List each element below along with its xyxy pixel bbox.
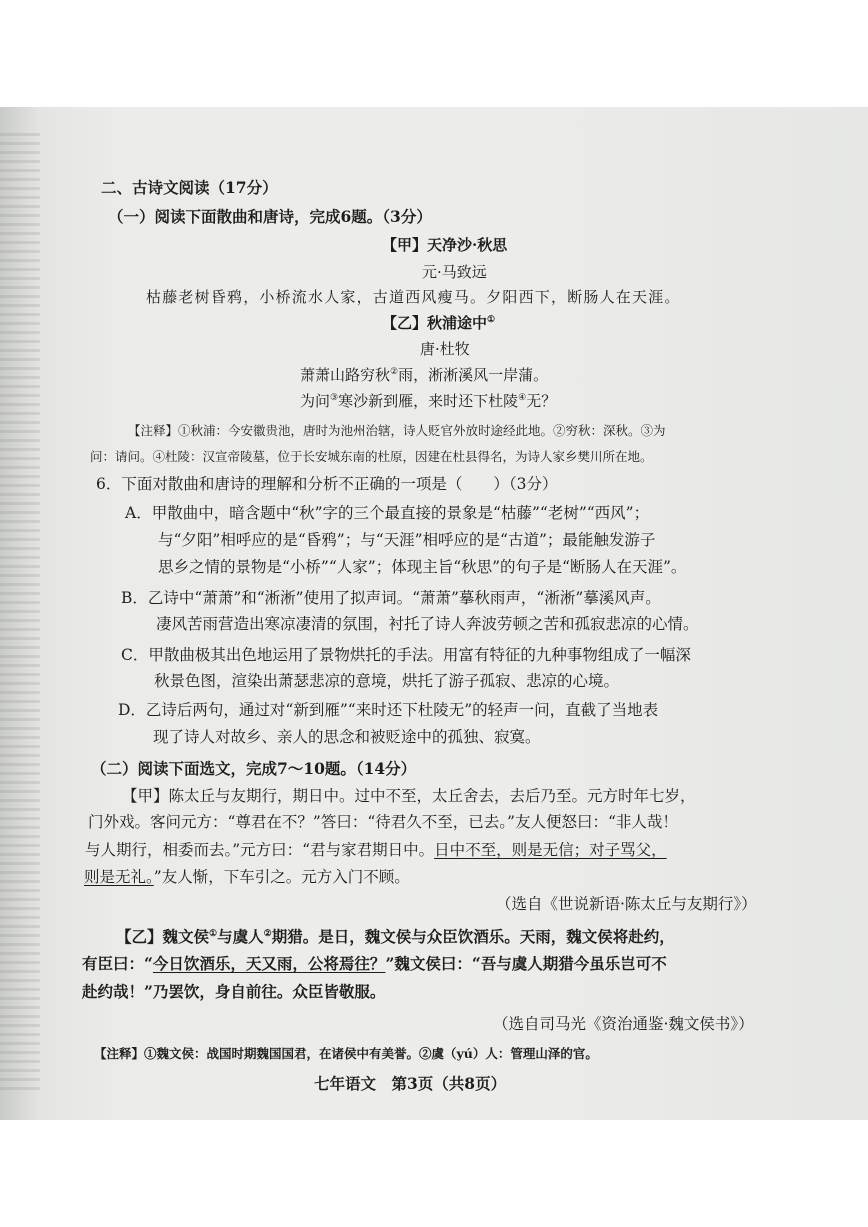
poem-b-line1-part: 雨，淅淅溪风一岸蒲。 xyxy=(398,366,549,384)
text-a-source: （选自《世说新语·陈太丘与友期行》） xyxy=(496,895,757,913)
poem-a-author: 元·马致远 xyxy=(422,263,487,281)
section-heading: 二、古诗文阅读（17分） xyxy=(101,178,278,197)
text-b-line3: 赴约哉！”乃罢饮，身自前往。众臣皆敬服。 xyxy=(82,982,386,1001)
text-a-line3-plain: 与人期行，相委而去。”元方曰：“君与家君期日中。 xyxy=(85,841,435,859)
underlined-sentence: 则是无礼。 xyxy=(84,868,154,886)
underlined-sentence: 日中不至，则是无信；对子骂父， xyxy=(434,841,667,859)
footnote-mark: ① xyxy=(209,928,218,939)
footnote-mark: ② xyxy=(263,928,272,939)
text-b-line1-part: 【乙】魏文侯 xyxy=(116,927,210,946)
footnote-mark: ② xyxy=(390,367,399,377)
poem-b-line2-part: 寒沙新到雁，来时还下杜陵 xyxy=(338,392,519,410)
text-a-line1: 【甲】陈太丘与友期行，期日中。过中不至，太丘舍去，去后乃至。元方时年七岁， xyxy=(122,787,696,805)
poem-b-line2-part: 为问 xyxy=(300,392,331,410)
text-notes: 【注释】①魏文侯：战国时期魏国国君，在诸侯中有美誉。②虞（yú）人：管理山泽的官。 xyxy=(94,1046,598,1061)
option-c-line1: C．甲散曲极其出色地运用了景物烘托的手法。用富有特征的九种事物组成了一幅深 xyxy=(121,646,691,664)
underlined-sentence: 今日饮酒乐，天又雨，公将焉往？ xyxy=(152,954,386,973)
option-a-line2: 与“夕阳”相呼应的是“昏鸦”；与“天涯”相呼应的是“古道”；最能触发游子 xyxy=(158,531,656,549)
text-a-line3 xyxy=(85,838,667,860)
poem-b-title-text: 【乙】秋浦途中 xyxy=(382,314,488,332)
text-a-line4-plain: ”友人惭，下车引之。元方入门不顾。 xyxy=(153,868,410,886)
option-c-line2: 秋景色图，渲染出萧瑟悲凉的意境，烘托了游子孤寂、悲凉的心境。 xyxy=(154,672,620,690)
text-b-line2-part: 有臣曰：“ xyxy=(82,954,153,973)
text-b-line1 xyxy=(116,925,675,947)
text-b-line2 xyxy=(82,952,667,974)
poem-a-text: 枯藤老树昏鸦，小桥流水人家，古道西风瘦马。夕阳西下，断肠人在天涯。 xyxy=(146,288,681,306)
footnote-mark: ① xyxy=(487,315,496,325)
text-b-source: （选自司马光《资治通鉴·魏文侯书》） xyxy=(493,1015,754,1033)
option-d-line2: 现了诗人对故乡、亲人的思念和被贬途中的孤独、寂寞。 xyxy=(153,728,541,746)
question-6-stem: 6．下面对散曲和唐诗的理解和分析不正确的一项是（ ）（3分） xyxy=(96,475,558,493)
poem-b-line2 xyxy=(300,390,556,411)
poem-b-title xyxy=(382,312,495,333)
option-a-line1: A．甲散曲中，暗含题中“秋”字的三个最直接的景象是“枯藤”“老树”“西风”； xyxy=(125,504,650,522)
text-a-line4 xyxy=(84,865,410,887)
footnote-mark: ④ xyxy=(518,393,527,403)
text-a-line2: 门外戏。客问元方：“尊君在不？”答曰：“待君久不至，已去。”友人便怒曰：“非人哉！ xyxy=(88,813,678,831)
option-b-line1: B．乙诗中“萧萧”和“淅淅”使用了拟声词。“萧萧”摹秋雨声，“淅淅”摹溪风声。 xyxy=(121,589,661,607)
poem-b-line1-part: 萧萧山路穷秋 xyxy=(300,366,391,384)
text-b-line2-part: ”魏文侯曰：“吾与虞人期猎今虽乐岂可不 xyxy=(385,954,667,973)
poem-b-line2-part: 无？ xyxy=(526,392,557,410)
text-b-line1-part: 期猎。是日，魏文侯与众臣饮酒乐。天雨，魏文侯将赴约， xyxy=(271,927,675,946)
footnote-mark: ③ xyxy=(330,393,339,403)
poem-notes-line1: 【注释】①秋浦：今安徽贵池，唐时为池州治辖，诗人贬官外放时途经此地。②穷秋：深秋。③为 xyxy=(128,423,666,438)
page-footer: 七年语文 第3页（共8页） xyxy=(314,1074,507,1093)
poem-notes-line2: 问：请问。④杜陵：汉宣帝陵墓，位于长安城东南的杜原，因建在杜县得名，为诗人家乡樊川所在地。 xyxy=(90,449,653,464)
poem-b-author: 唐·杜牧 xyxy=(420,340,470,358)
poem-a-title: 【甲】天净沙·秋思 xyxy=(382,236,508,254)
option-b-line2: 凄风苦雨营造出寒凉凄清的氛围，衬托了诗人奔波劳顿之苦和孤寂悲凉的心情。 xyxy=(156,615,699,633)
option-d-line1: D．乙诗后两句，通过对“新到雁”“来时还下杜陵无”的轻声一问，直截了当地表 xyxy=(118,701,659,719)
part1-heading: （一）阅读下面散曲和唐诗，完成6题。（3分） xyxy=(108,207,432,226)
text-b-line1-part: 与虞人 xyxy=(217,927,264,946)
part2-heading: （二）阅读下面选文，完成7～10题。（14分） xyxy=(91,759,417,778)
option-a-line3: 思乡之情的景物是“小桥”“人家”；体现主旨“秋思”的句子是“断肠人在天涯”。 xyxy=(158,558,687,576)
poem-b-line1 xyxy=(300,364,548,385)
